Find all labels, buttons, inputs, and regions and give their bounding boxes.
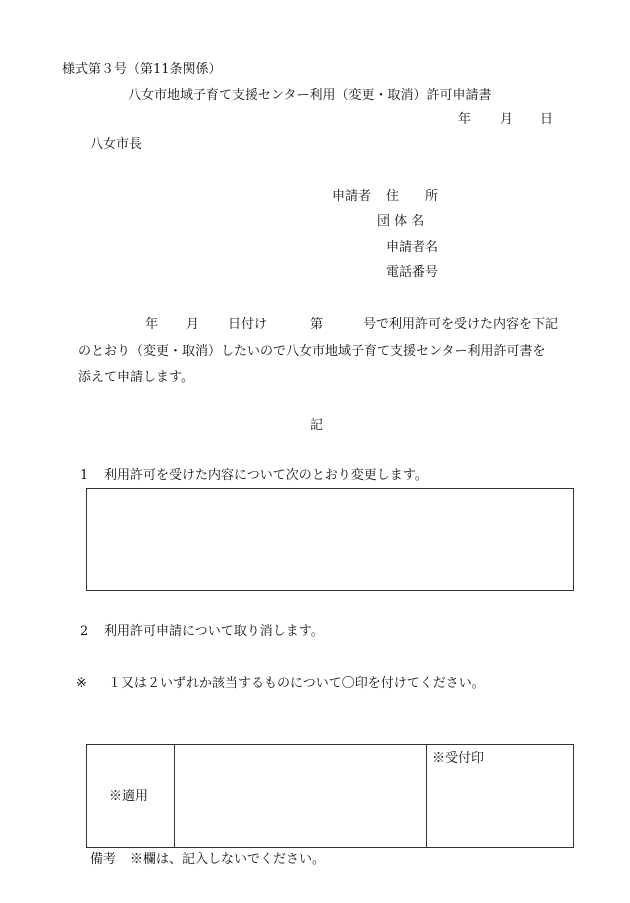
ki-heading: 記 <box>310 418 324 433</box>
note-mark: ※ <box>76 676 87 691</box>
applicant-name-label: 申請者名 <box>386 240 439 255</box>
remarks-label: 備考 <box>90 852 117 867</box>
body-number-prefix: 第 <box>310 317 324 332</box>
body-year-label: 年 <box>145 317 159 332</box>
note-text: １又は２いずれか該当するものについて〇印を付けてください。 <box>108 676 485 691</box>
phone-label: 電話番号 <box>386 265 439 280</box>
body-line3: 添えて申請します。 <box>78 370 194 385</box>
body-dated-label: 日付け <box>228 317 268 332</box>
table-divider <box>426 745 427 847</box>
item2-number: 2 <box>80 624 89 639</box>
body-line1-rest: 号で利用許可を受けた内容を下記 <box>363 317 559 332</box>
remarks-text: ※欄は、記入しないでください。 <box>130 852 326 867</box>
date-day-label: 日 <box>540 112 554 127</box>
stamp-table <box>86 744 574 848</box>
item1-number: 1 <box>80 468 89 483</box>
change-content-box[interactable] <box>86 488 574 591</box>
applicant-label: 申請者 <box>332 189 372 204</box>
body-line2: のとおり（変更・取消）したいので八女市地域子育て支援センター利用許可書を <box>78 344 546 359</box>
addressee: 八女市長 <box>90 137 143 152</box>
table-divider <box>174 745 175 847</box>
date-month-label: 月 <box>500 112 514 127</box>
apply-label: ※適用 <box>109 789 149 804</box>
received-stamp-label: ※受付印 <box>432 751 485 766</box>
item2-text: 利用許可申請について取り消します。 <box>104 624 324 639</box>
address-label: 住 所 <box>386 189 439 204</box>
item1-text: 利用許可を受けた内容について次のとおり変更します。 <box>104 468 428 483</box>
body-month-label: 月 <box>186 317 200 332</box>
group-name-label: 団 体 名 <box>377 214 425 229</box>
form-number: 様式第３号（第11条関係） <box>62 62 222 77</box>
form-title: 八女市地域子育て支援センター利用（変更・取消）許可申請書 <box>128 88 492 103</box>
date-year-label: 年 <box>458 112 472 127</box>
